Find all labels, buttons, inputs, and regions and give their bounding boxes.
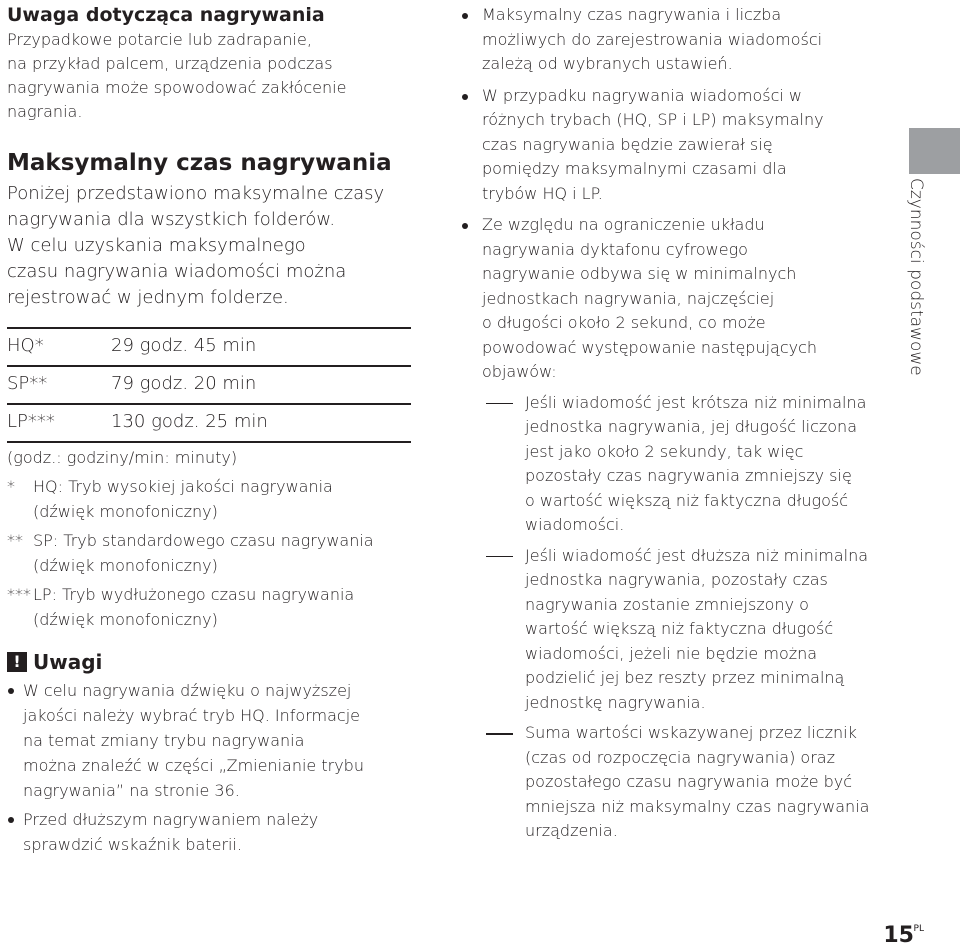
page-number: 15 [883,923,914,948]
notes-list [7,678,419,857]
list-item: Suma wartości wskazywanej przez licznik (czas od rozpoczęcia nagrywania) oraz pozostałego czasu nagrywania może być mniejsza niż maksymalny czas nagrywania urządzenia. [482,721,878,844]
footnote [7,582,419,632]
table-legend [7,445,419,632]
warning-text: Przypadkowe potarcie lub zadrapanie, na przykład palcem, urządzenia podczas nagrywania może spowodować zakłócenie nagrania. [7,30,347,121]
footnote-text: LP: Tryb wydłużonego czasu nagrywania (dźwięk monofoniczny) [33,585,355,629]
list-item: W przypadku nagrywania wiadomości w różnych trybach (HQ, SP i LP) maksymalny czas nagrywania będzie zawierał się pomiędzy maksymalnymi czasami dla trybów HQ i LP. [458,84,878,207]
page-language: PL [913,924,924,934]
list-item: W celu nagrywania dźwięku o najwyższej jakości należy wybrać tryb HQ. Informacje na temat zmiany trybu nagrywania można znaleźć w części „Zmienianie trybu nagrywania” na stronie 36. [7,678,419,803]
max-time-text: Poniżej przedstawiono maksymalne czasy nagrywania dla wszystkich folderów. W celu uzyskania maksymalnego czasu nagrywania wiadomości można rejestrować w jednym folderze. [7,183,385,308]
section-tab-marker [909,128,960,174]
list-item: Przed dłuższym nagrywaniem należy sprawdzić wskaźnik baterii. [7,807,419,857]
list-item: Ze względu na ograniczenie układu nagrywania dyktafonu cyfrowego nagrywanie odbywa się w minimalnych jednostkach nagrywania, najczęściej o długości około 2 sekund, co może powodować występowanie następujących objawów: Jeśli wiadomość jest krótsza niż minimalna jednostka nagrywania, jej długość liczona jest jako około 2 sekundy, tak więc pozostały czas nagrywania zmniejszy się o wartość większą niż faktyczna długość wiadomości. Jeśli wiadomość jest dłuższa niż minimalna jednostka nagrywania, pozostały czas nagrywania zostanie zmniejszony o wartość większą niż faktyczna długość wiadomości, jeżeli nie będzie można podzielić jej bez reszty przez minimalną jednostkę nagrywania. Suma wartości wskazywanej przez licznik (czas od rozpoczęcia nagrywania) oraz pozostałego czasu nagrywania może być mniejsza niż maksymalny czas nagrywania urządzenia. [458,213,878,844]
footnote [7,528,419,578]
table-row [7,366,411,404]
symptom-list [482,391,878,844]
mode-cell: HQ* [7,328,111,366]
warning-title: Uwaga dotycząca nagrywania [7,4,325,26]
notes-heading [7,650,419,674]
footnote-mark: *** [7,585,31,604]
left-column [7,3,419,861]
recording-time-table [7,327,411,443]
list-item: Jeśli wiadomość jest dłuższa niż minimalna jednostka nagrywania, pozostały czas nagrywania zostanie zmniejszony o wartość większą niż faktyczna długość wiadomości, jeżeli nie będzie można podzielić jej bez reszty przez minimalną jednostkę nagrywania. [482,544,878,716]
max-time-title: Maksymalny czas nagrywania [7,150,392,176]
table-row [7,404,411,442]
footnote-mark: ** [7,531,23,550]
notes-title: Uwagi [33,650,103,674]
list-item: Maksymalny czas nagrywania i liczba możliwych do zarejestrowania wiadomości zależą od wybranych ustawień. [458,3,878,77]
table-row [7,328,411,366]
footnote [7,474,419,524]
time-cell: 29 godz. 45 min [111,328,411,366]
mode-cell: LP*** [7,404,111,442]
info-list [458,3,878,844]
time-cell: 79 godz. 20 min [111,366,411,404]
footnote-text: HQ: Tryb wysokiej jakości nagrywania (dźwięk monofoniczny) [33,477,333,521]
footnote-text: SP: Tryb standardowego czasu nagrywania (dźwięk monofoniczny) [33,531,374,575]
exclamation-icon: ! [7,652,27,672]
right-column [458,3,878,851]
section-label: Czynności podstawowe [906,178,926,376]
footnote-mark: * [7,477,15,496]
time-cell: 130 godz. 25 min [111,404,411,442]
legend-text: (godz.: godziny/min: minuty) [7,448,238,467]
mode-cell: SP** [7,366,111,404]
list-item: Jeśli wiadomość jest krótsza niż minimalna jednostka nagrywania, jej długość liczona jest jako około 2 sekundy, tak więc pozostały czas nagrywania zmniejszy się o wartość większą niż faktyczna długość wiadomości. [482,391,878,538]
